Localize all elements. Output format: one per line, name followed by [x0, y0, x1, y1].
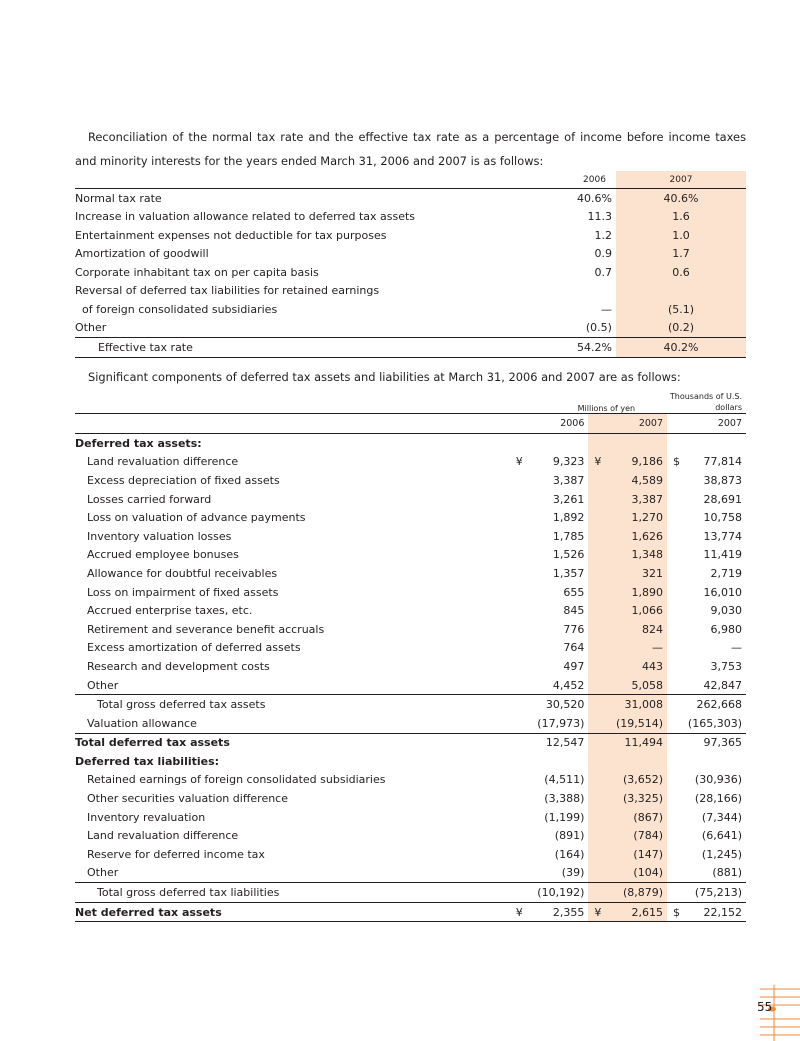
table-row: Other (0.5) (0.2) — [75, 319, 746, 338]
table-row: Excess amortization of deferred assets 764 — — — [75, 639, 746, 658]
table-row: Land revaluation difference ¥ 9,323 ¥ 9,186 $ 77,814 — [75, 453, 746, 472]
assets-heading: Deferred tax assets: — [75, 436, 202, 450]
col-header-2006: 2006 — [510, 414, 589, 434]
unit-usd: Thousands of U.S. dollars — [667, 387, 746, 414]
dollar-symbol: $ — [673, 905, 681, 919]
table-row: Entertainment expenses not deductible for tax purposes 1.2 1.0 — [75, 226, 746, 245]
table-row: Normal tax rate 40.6% 40.6% — [75, 189, 746, 208]
page-number: 55 — [757, 1000, 773, 1014]
dollar-symbol: $ — [673, 455, 681, 469]
table-row: Accrued enterprise taxes, etc. 845 1,066 9,030 — [75, 601, 746, 620]
table-row: Other (39) (104) (881) — [75, 864, 746, 883]
col-header-2007-yen: 2007 — [588, 414, 667, 434]
gross-liabilities-row: Total gross deferred tax liabilities (10,192) (8,879) (75,213) — [75, 883, 746, 903]
table-row: Other 4,452 5,058 42,847 — [75, 676, 746, 695]
table-row: Other securities valuation difference (3,388) (3,325) (28,166) — [75, 789, 746, 808]
unit-yen: Millions of yen — [510, 387, 667, 414]
yen-symbol: ¥ — [594, 455, 602, 469]
table-row: Accrued employee bonuses 1,526 1,348 11,419 — [75, 546, 746, 565]
table-row: Research and development costs 497 443 3,753 — [75, 657, 746, 676]
table-row: Land revaluation difference (891) (784) (6,641) — [75, 826, 746, 845]
table-row: Reserve for deferred income tax (164) (147) (1,245) — [75, 845, 746, 864]
table-row: Allowance for doubtful receivables 1,357 321 2,719 — [75, 564, 746, 583]
col-header-2007: 2007 — [616, 171, 746, 189]
table-row: Losses carried forward 3,261 3,387 28,691 — [75, 490, 746, 509]
yen-symbol: ¥ — [594, 905, 602, 919]
table-row: Amortization of goodwill 0.9 1.7 — [75, 245, 746, 264]
reconciliation-intro: Reconciliation of the normal tax rate and the effective tax rate as a percentage of income before income taxes and minority interests for the years ended March 31, 2006 and 2007 is as follows: — [75, 130, 746, 168]
table-row: of foreign consolidated subsidiaries — (5.1) — [75, 300, 746, 319]
liabilities-heading: Deferred tax liabilities: — [75, 754, 220, 768]
table-row: Loss on valuation of advance payments 1,892 1,270 10,758 — [75, 508, 746, 527]
table-header-row — [75, 171, 746, 189]
table-row: Reversal of deferred tax liabilities for retained earnings — [75, 282, 746, 301]
net-deferred-row: Net deferred tax assets ¥ 2,355 ¥ 2,615 $ 22,152 — [75, 902, 746, 922]
tax-rate-reconciliation-table — [75, 171, 746, 358]
table-row: Inventory revaluation (1,199) (867) (7,344) — [75, 808, 746, 827]
table-row: Loss on impairment of fixed assets 655 1,890 16,010 — [75, 583, 746, 602]
yen-symbol: ¥ — [515, 455, 523, 469]
valuation-allowance-row: Valuation allowance (17,973) (19,514) (165,303) — [75, 714, 746, 733]
unit-header-row — [75, 387, 746, 414]
section-heading-row — [75, 434, 746, 453]
yen-symbol: ¥ — [515, 905, 523, 919]
table-row: Increase in valuation allowance related to deferred tax assets 11.3 1.6 — [75, 208, 746, 227]
deferred-tax-table — [75, 387, 746, 922]
total-assets-row: Total deferred tax assets 12,547 11,494 97,365 — [75, 733, 746, 752]
gross-assets-row: Total gross deferred tax assets 30,520 31,008 262,668 — [75, 695, 746, 714]
table-row: Retirement and severance benefit accruals 776 824 6,980 — [75, 620, 746, 639]
year-header-row — [75, 414, 746, 434]
section-heading-row — [75, 752, 746, 771]
table-row: Excess depreciation of fixed assets 3,387 4,589 38,873 — [75, 471, 746, 490]
effective-tax-rate-row: Effective tax rate 54.2% 40.2% — [75, 338, 746, 358]
table-row: Corporate inhabitant tax on per capita basis 0.7 0.6 — [75, 263, 746, 282]
col-header-2006: 2006 — [511, 171, 616, 189]
table-row: Inventory valuation losses 1,785 1,626 13,774 — [75, 527, 746, 546]
deferred-tax-intro: Significant components of deferred tax assets and liabilities at March 31, 2006 and 2007 are as follows: — [88, 370, 681, 384]
table-row: Retained earnings of foreign consolidated subsidiaries (4,511) (3,652) (30,936) — [75, 771, 746, 790]
col-header-2007-usd: 2007 — [667, 414, 746, 434]
